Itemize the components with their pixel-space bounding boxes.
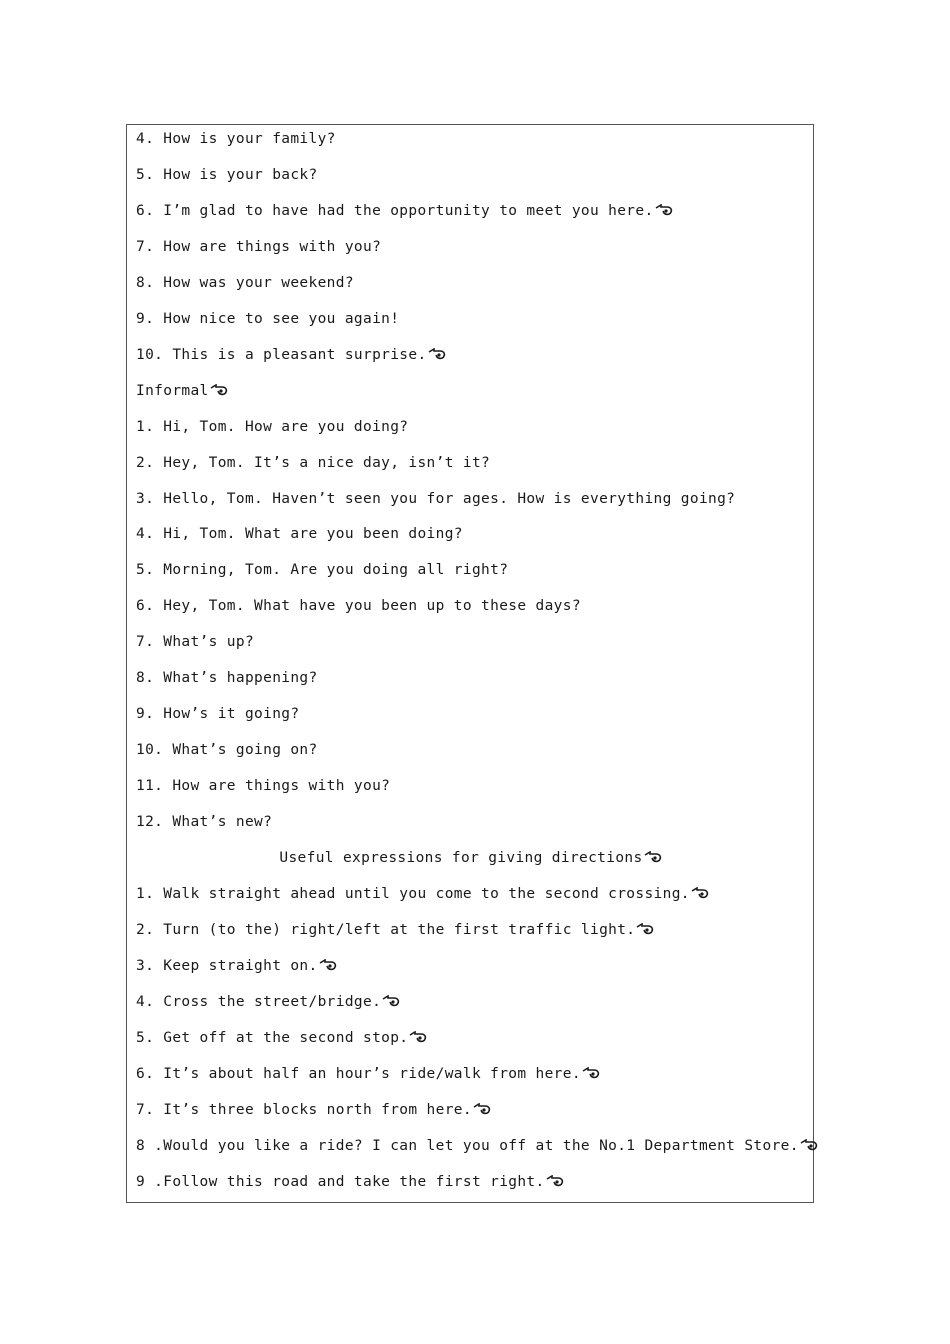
text-line	[136, 1168, 805, 1204]
content-table-cell	[126, 124, 814, 1203]
line-text: 10. What’s going on?	[136, 742, 318, 759]
text-line	[136, 556, 805, 592]
line-text: 6. I’m glad to have had the opportunity to meet you here.	[136, 202, 654, 219]
text-line	[136, 736, 805, 772]
text-line	[136, 269, 805, 305]
section-heading	[136, 844, 805, 880]
line-text: 4. Cross the street/bridge.	[136, 993, 382, 1010]
paragraph-return-mark-icon	[691, 881, 709, 893]
line-text: 1. Walk straight ahead until you come to the second crossing.	[136, 885, 690, 902]
paragraph-return-mark-icon	[428, 342, 446, 354]
text-line	[136, 305, 805, 341]
text-line	[136, 628, 805, 664]
text-line	[136, 1060, 805, 1096]
line-text: 11. How are things with you?	[136, 778, 391, 795]
text-line	[136, 700, 805, 736]
text-line	[136, 413, 805, 449]
paragraph-return-mark-icon	[382, 989, 400, 1001]
line-text: 3. Keep straight on.	[136, 957, 318, 974]
paragraph-return-mark-icon	[582, 1061, 600, 1073]
text-line	[136, 520, 805, 556]
text-line	[136, 808, 805, 844]
paragraph-return-mark-icon	[655, 198, 673, 210]
line-text: 9. How nice to see you again!	[136, 310, 400, 327]
line-text: 10. This is a pleasant surprise.	[136, 346, 427, 363]
text-line	[136, 952, 805, 988]
line-text: 5. How is your back?	[136, 166, 318, 183]
line-text: 2. Turn (to the) right/left at the first traffic light.	[136, 921, 636, 938]
paragraph-return-mark-icon	[546, 1169, 564, 1181]
text-line	[136, 664, 805, 700]
line-text: 7. It’s three blocks north from here.	[136, 1101, 472, 1118]
text-line	[136, 377, 805, 413]
text-line	[136, 916, 805, 952]
text-line	[136, 197, 805, 233]
line-text: Useful expressions for giving directions	[279, 850, 643, 866]
text-line	[136, 125, 805, 161]
line-text: 6. Hey, Tom. What have you been up to these days?	[136, 598, 581, 615]
line-text: Informal	[136, 382, 209, 399]
text-line	[136, 880, 805, 916]
line-text: 5. Get off at the second stop.	[136, 1029, 409, 1046]
text-line	[136, 341, 805, 377]
paragraph-return-mark-icon	[800, 1133, 818, 1145]
text-line	[136, 772, 805, 808]
paragraph-return-mark-icon	[409, 1025, 427, 1037]
text-line	[136, 592, 805, 628]
text-line	[136, 988, 805, 1024]
paragraph-return-mark-icon	[210, 378, 228, 390]
text-line	[136, 233, 805, 269]
line-text: 6. It’s about half an hour’s ride/walk from here.	[136, 1065, 581, 1082]
paragraph-return-mark-icon	[319, 953, 337, 965]
line-text: 4. Hi, Tom. What are you been doing?	[136, 526, 463, 543]
text-line	[136, 1132, 805, 1168]
line-text: 8. What’s happening?	[136, 670, 318, 687]
line-text: 7. What’s up?	[136, 634, 255, 651]
paragraph-return-mark-icon	[636, 917, 654, 929]
paragraph-return-mark-icon	[644, 845, 662, 857]
line-text: 1. Hi, Tom. How are you doing?	[136, 418, 409, 435]
text-line	[136, 485, 805, 521]
line-text: 3. Hello, Tom. Haven’t seen you for ages. How is everything going?	[136, 490, 736, 507]
line-text: 9 .Follow this road and take the first right.	[136, 1173, 545, 1190]
line-text: 2. Hey, Tom. It’s a nice day, isn’t it?	[136, 454, 491, 471]
line-text: 9. How’s it going?	[136, 706, 300, 723]
text-line	[136, 449, 805, 485]
text-line	[136, 161, 805, 197]
line-text: 4. How is your family?	[136, 131, 336, 147]
line-text: 5. Morning, Tom. Are you doing all right?	[136, 562, 509, 579]
line-text: 7. How are things with you?	[136, 238, 382, 255]
text-line	[136, 1024, 805, 1060]
line-text: 8 .Would you like a ride? I can let you off at the No.1 Department Store.	[136, 1137, 799, 1154]
line-text: 8. How was your weekend?	[136, 274, 354, 291]
line-text: 12. What’s new?	[136, 814, 273, 831]
paragraph-return-mark-icon	[473, 1097, 491, 1109]
text-line	[136, 1096, 805, 1132]
